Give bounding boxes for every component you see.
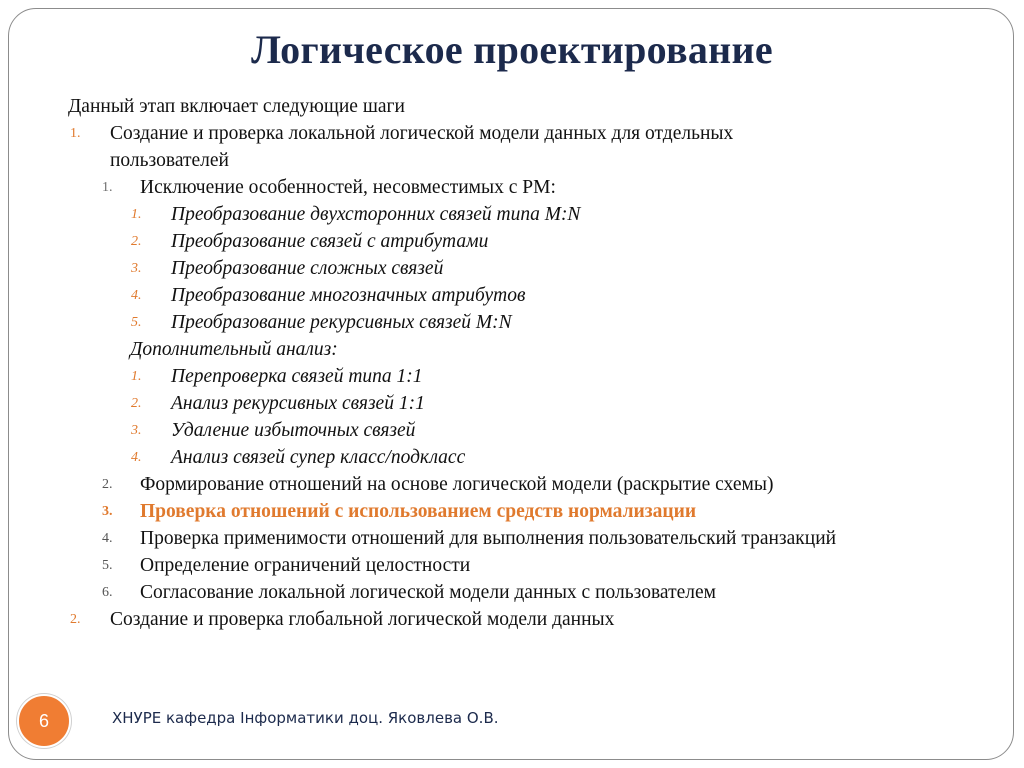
list-number: 6. (102, 585, 113, 600)
list-item (68, 525, 998, 552)
list-text: Анализ связей супер класс/подкласс (171, 447, 466, 468)
list-number: 5. (131, 315, 142, 330)
list-text: Удаление избыточных связей (171, 420, 416, 441)
list-number: 3. (131, 423, 142, 438)
list-number: 4. (131, 450, 142, 465)
list-item (68, 201, 998, 228)
list-number: 2. (131, 234, 142, 249)
list-item (68, 363, 998, 390)
page-number-badge: 6 (17, 694, 71, 748)
list-item (68, 606, 998, 633)
list-text: Преобразование двухсторонних связей типа M:N (171, 204, 581, 225)
list-text: Преобразование рекурсивных связей M:N (171, 312, 512, 333)
list-text: Анализ рекурсивных связей 1:1 (171, 393, 425, 414)
slide-title: Логическое проектирование (251, 27, 773, 72)
list-text: Исключение особенностей, несовместимых с РМ: (140, 177, 556, 198)
list-number: 3. (102, 504, 113, 519)
intro-text: Данный этап включает следующие шаги (68, 96, 405, 117)
list-text: Проверка отношений с использованием средств нормализации (140, 501, 697, 522)
list-item (68, 390, 998, 417)
intro-line (68, 93, 998, 120)
list-text: Создание и проверка локальной логической модели данных для отдельных (110, 123, 734, 144)
list-item (68, 444, 998, 471)
list-item (68, 552, 998, 579)
list-text: Определение ограничений целостности (140, 555, 471, 576)
list-number: 4. (131, 288, 142, 303)
list-item (68, 417, 998, 444)
extra-analysis-heading (68, 336, 998, 363)
list-text: Преобразование сложных связей (171, 258, 444, 279)
list-number: 3. (131, 261, 142, 276)
slide-content (68, 93, 998, 633)
extra-analysis-label: Дополнительный анализ: (130, 339, 338, 360)
list-item (68, 309, 998, 336)
list-text: Преобразование многозначных атрибутов (171, 285, 526, 306)
list-item (68, 228, 998, 255)
footer-text: ХНУРЕ кафедра Інформатики доц. Яковлева О.В. (112, 709, 499, 727)
list-number: 2. (102, 477, 113, 492)
list-number: 1. (102, 180, 113, 195)
list-number: 1. (70, 126, 81, 141)
list-item-continuation (68, 147, 998, 174)
list-item (68, 120, 998, 147)
list-text: Создание и проверка глобальной логической модели данных (110, 609, 615, 630)
list-number: 1. (131, 207, 142, 222)
list-text: Преобразование связей с атрибутами (171, 231, 489, 252)
list-number: 2. (131, 396, 142, 411)
list-number: 1. (131, 369, 142, 384)
list-text: пользователей (110, 150, 229, 171)
list-text: Проверка применимости отношений для выполнения пользовательский транзакций (140, 528, 837, 549)
list-item-highlighted (68, 498, 998, 525)
list-number: 4. (102, 531, 113, 546)
list-number: 2. (70, 612, 81, 627)
list-text: Формирование отношений на основе логической модели (раскрытие схемы) (140, 474, 774, 495)
list-item (68, 282, 998, 309)
list-item (68, 471, 998, 498)
list-text: Перепроверка связей типа 1:1 (171, 366, 423, 387)
list-item (68, 255, 998, 282)
list-text: Согласование локальной логической модели данных с пользователем (140, 582, 716, 603)
list-item (68, 174, 998, 201)
list-item (68, 579, 998, 606)
list-number: 5. (102, 558, 113, 573)
